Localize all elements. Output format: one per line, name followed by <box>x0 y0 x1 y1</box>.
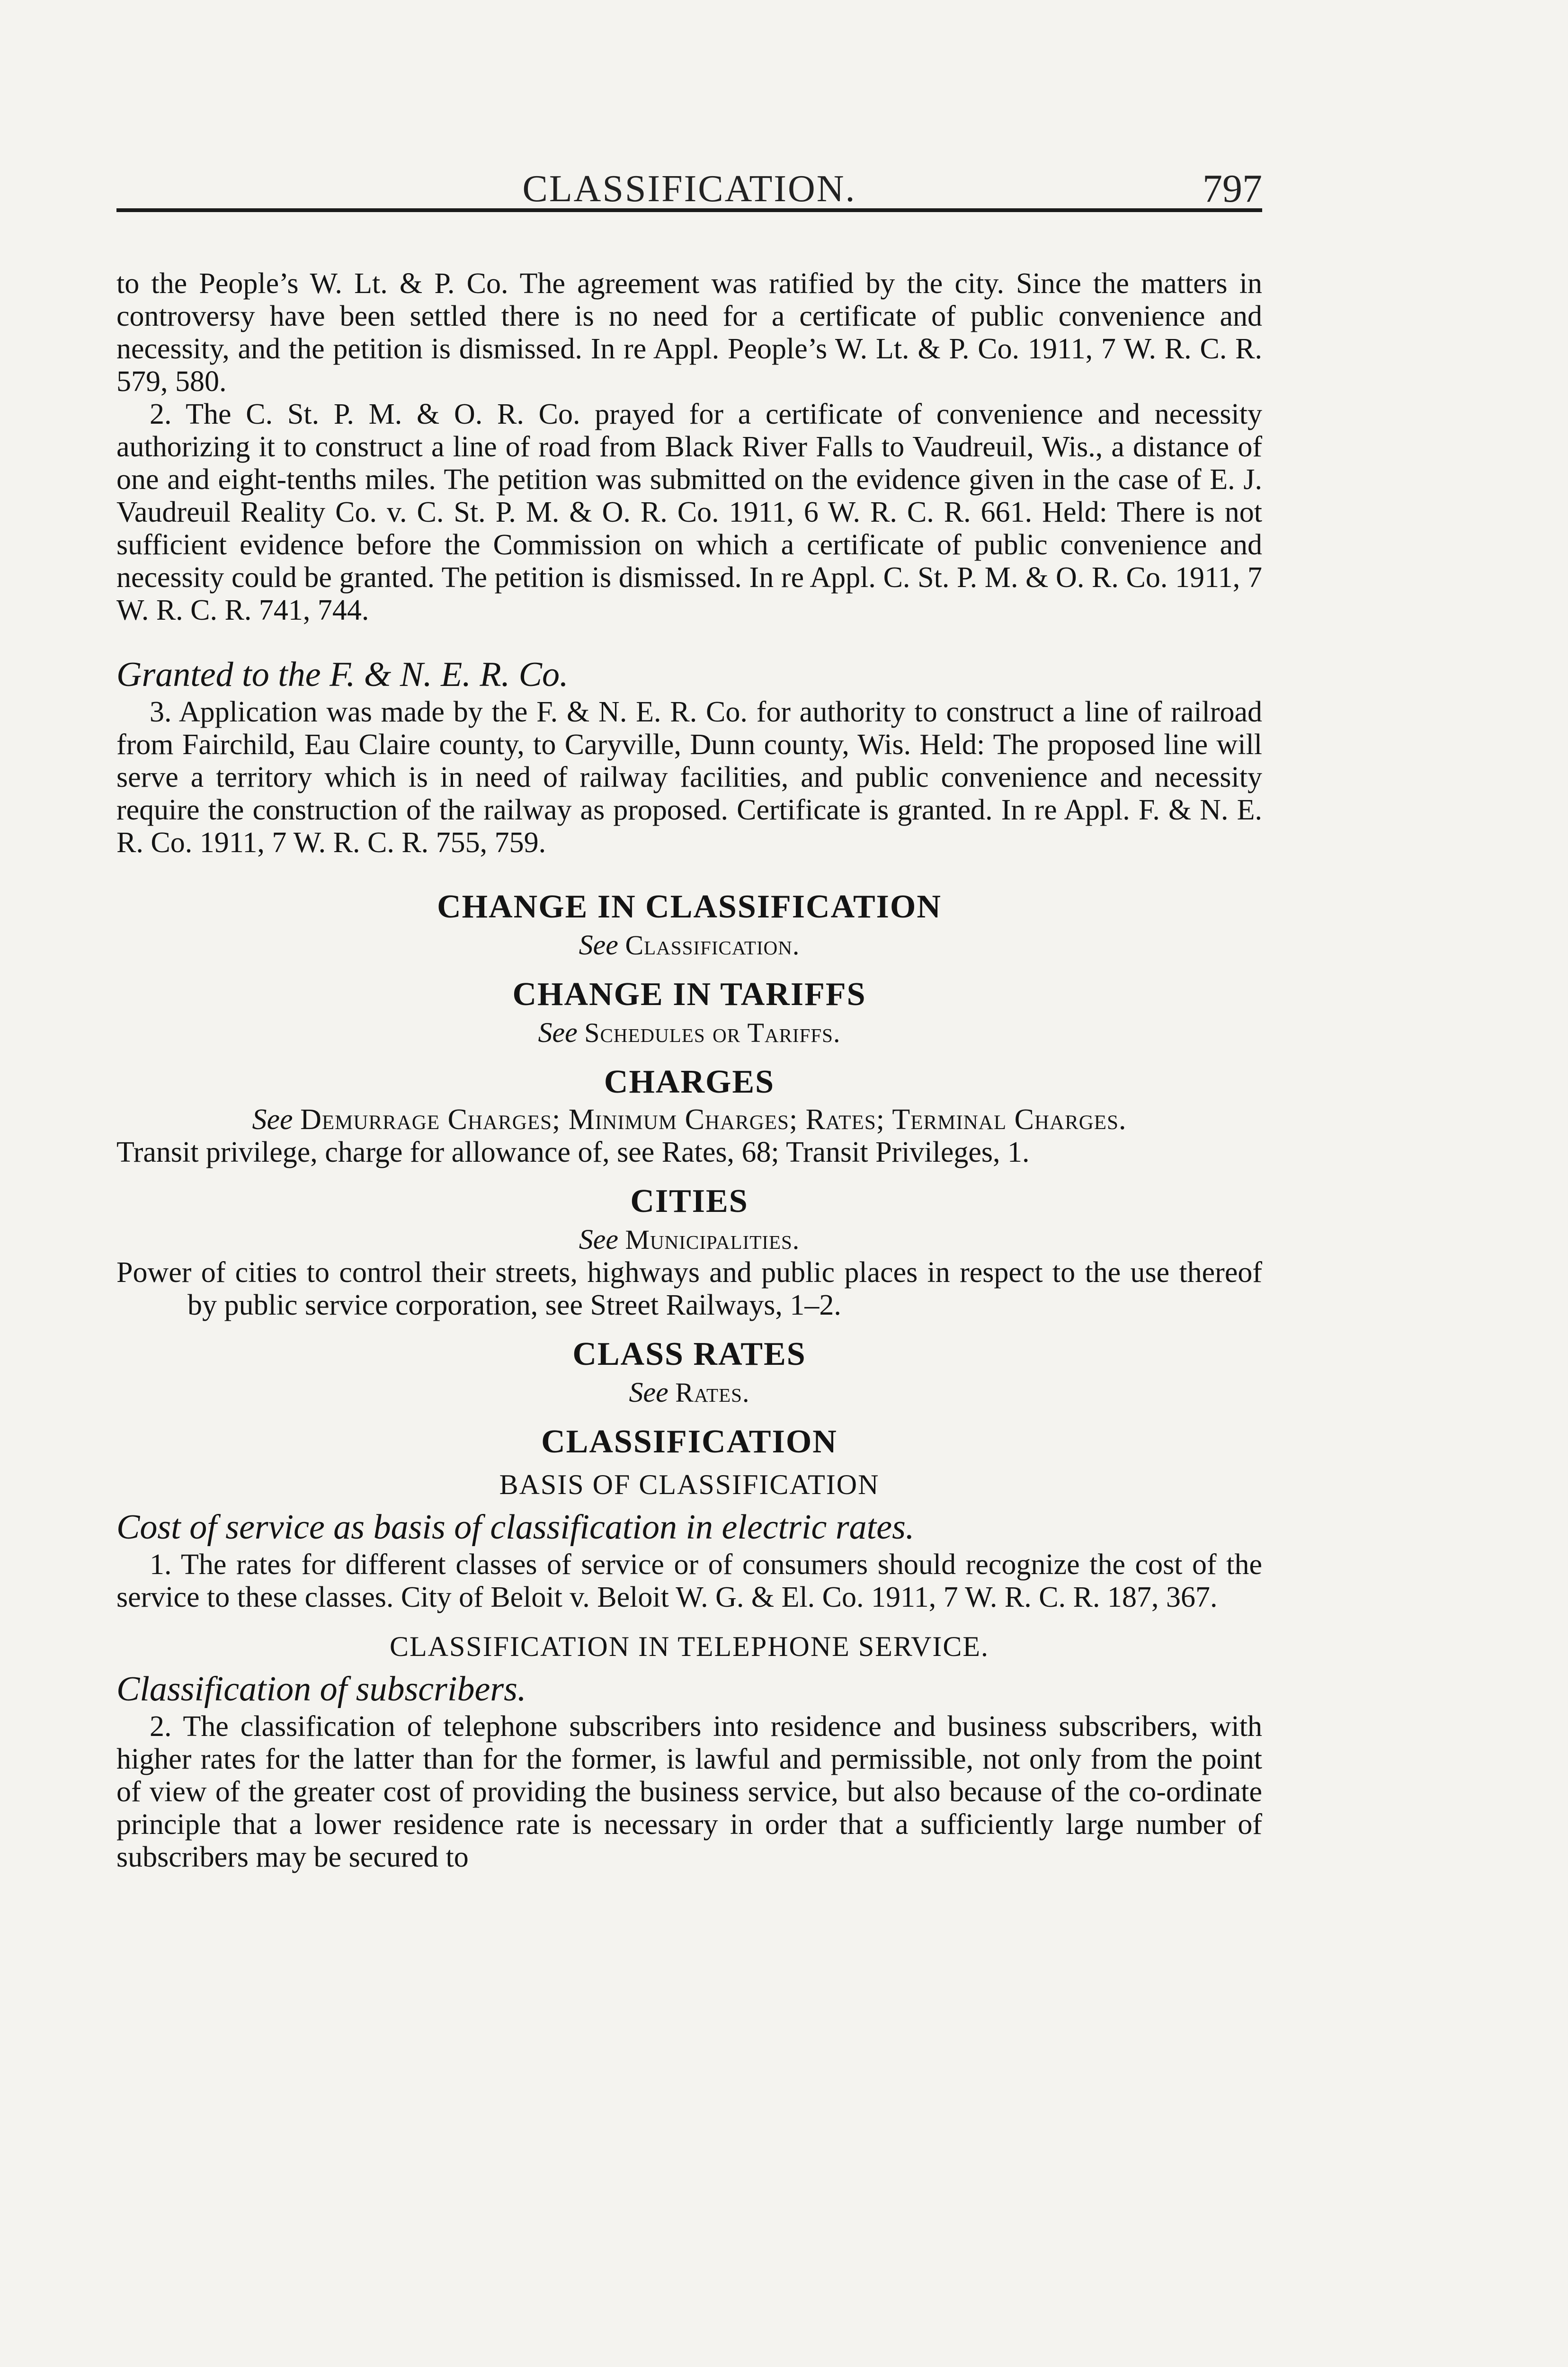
heading-cities: CITIES <box>630 1183 748 1219</box>
see-reference-change-tariffs <box>116 1016 1262 1050</box>
paragraph-classification-2: 2. The classification of telephone subscribers into residence and business subscribers, with higher rates for the latter than for the former, is lawful and permissible, not only from the point of view of the greater cost of providing the business service, but also because of the co-ordinate principle that a lower residence rate is necessary in order that a sufficiently large number of subscribers may be secured to <box>116 1710 1262 1873</box>
see-target: Municipalities. <box>625 1224 800 1255</box>
heading-change-in-classification: CHANGE IN CLASSIFICATION <box>437 889 942 925</box>
running-head: CLASSIFICATION. <box>522 168 856 210</box>
see-reference-cities <box>116 1223 1262 1256</box>
subheading-granted: Granted to the F. & N. E. R. Co. <box>116 655 569 694</box>
see-word: See <box>538 1017 578 1048</box>
page-number: 797 <box>1203 167 1262 211</box>
see-reference-change-classification <box>116 928 1262 962</box>
charges-transit-privilege: Transit privilege, charge for allowance of, see Rates, 68; Transit Privileges, 1. <box>116 1136 1030 1168</box>
see-word: See <box>629 1377 668 1408</box>
cities-power-entry: Power of cities to control their streets, highways and public places in respect to the use thereof by public service corporation, see Street Railways, 1–2. <box>116 1256 1262 1321</box>
see-target: Demurrage Charges; Minimum Charges; Rates; Terminal Charges. <box>300 1103 1127 1136</box>
see-word: See <box>579 1224 618 1255</box>
paragraph-2: 2. The C. St. P. M. & O. R. Co. prayed for a certificate of convenience and necessity authorizing it to construct a line of road from Black River Falls to Vaudreuil, Wis., a distance of one and eight-tenths miles. The petition was submitted on the evidence given in the case of E. J. Vaudreuil Reality Co. v. C. St. P. M. & O. R. Co. 1911, 6 W. R. C. R. 661. Held: There is not sufficient evidence before the Commission on which a certificate of public convenience and necessity could be granted. The petition is dismissed. In re Appl. C. St. P. M. & O. R. Co. 1911, 7 W. R. C. R. 741, 744. <box>116 398 1262 626</box>
see-reference-class-rates <box>116 1376 1262 1409</box>
heading-class-rates: CLASS RATES <box>572 1336 806 1372</box>
see-target: Schedules or Tariffs. <box>584 1017 841 1048</box>
see-word: See <box>579 929 618 961</box>
heading-change-in-tariffs: CHANGE IN TARIFFS <box>512 976 866 1013</box>
paragraph-3: 3. Application was made by the F. & N. E. R. Co. for authority to construct a line of railroad from Fairchild, Eau Claire county, to Caryville, Dunn county, Wis. Held: The proposed line will serve a territory which is in need of railway facilities, and public convenience and necessity require the construction of the railway as proposed. Certificate is granted. In re Appl. F. & N. E. R. Co. 1911, 7 W. R. C. R. 755, 759. <box>116 696 1262 859</box>
see-target: Rates. <box>675 1377 750 1408</box>
heading-basis-of-classification: BASIS OF CLASSIFICATION <box>499 1469 880 1500</box>
heading-telephone-service: CLASSIFICATION IN TELEPHONE SERVICE. <box>389 1631 989 1662</box>
page-header <box>116 161 1262 212</box>
see-word: See <box>252 1103 293 1136</box>
see-target: Classification. <box>625 930 800 961</box>
subheading-cost-of-service: Cost of service as basis of classification in electric rates. <box>116 1508 915 1547</box>
heading-classification: CLASSIFICATION <box>541 1424 837 1460</box>
paragraph-classification-1: 1. The rates for different classes of service or of consumers should recognize the cost of the service to these classes. City of Beloit v. Beloit W. G. & El. Co. 1911, 7 W. R. C. R. 187, 367. <box>116 1548 1262 1613</box>
main-text <box>116 267 1262 1874</box>
subheading-subscribers: Classification of subscribers. <box>116 1670 526 1709</box>
heading-charges: CHARGES <box>604 1064 775 1100</box>
see-reference-charges <box>116 1103 1262 1136</box>
paragraph-continued: to the People’s W. Lt. & P. Co. The agreement was ratified by the city. Since the matters in controversy have been settled there is no need for a certificate of public convenience and necessity, and the petition is dismissed. In re Appl. People’s W. Lt. & P. Co. 1911, 7 W. R. C. R. 579, 580. <box>116 267 1262 398</box>
